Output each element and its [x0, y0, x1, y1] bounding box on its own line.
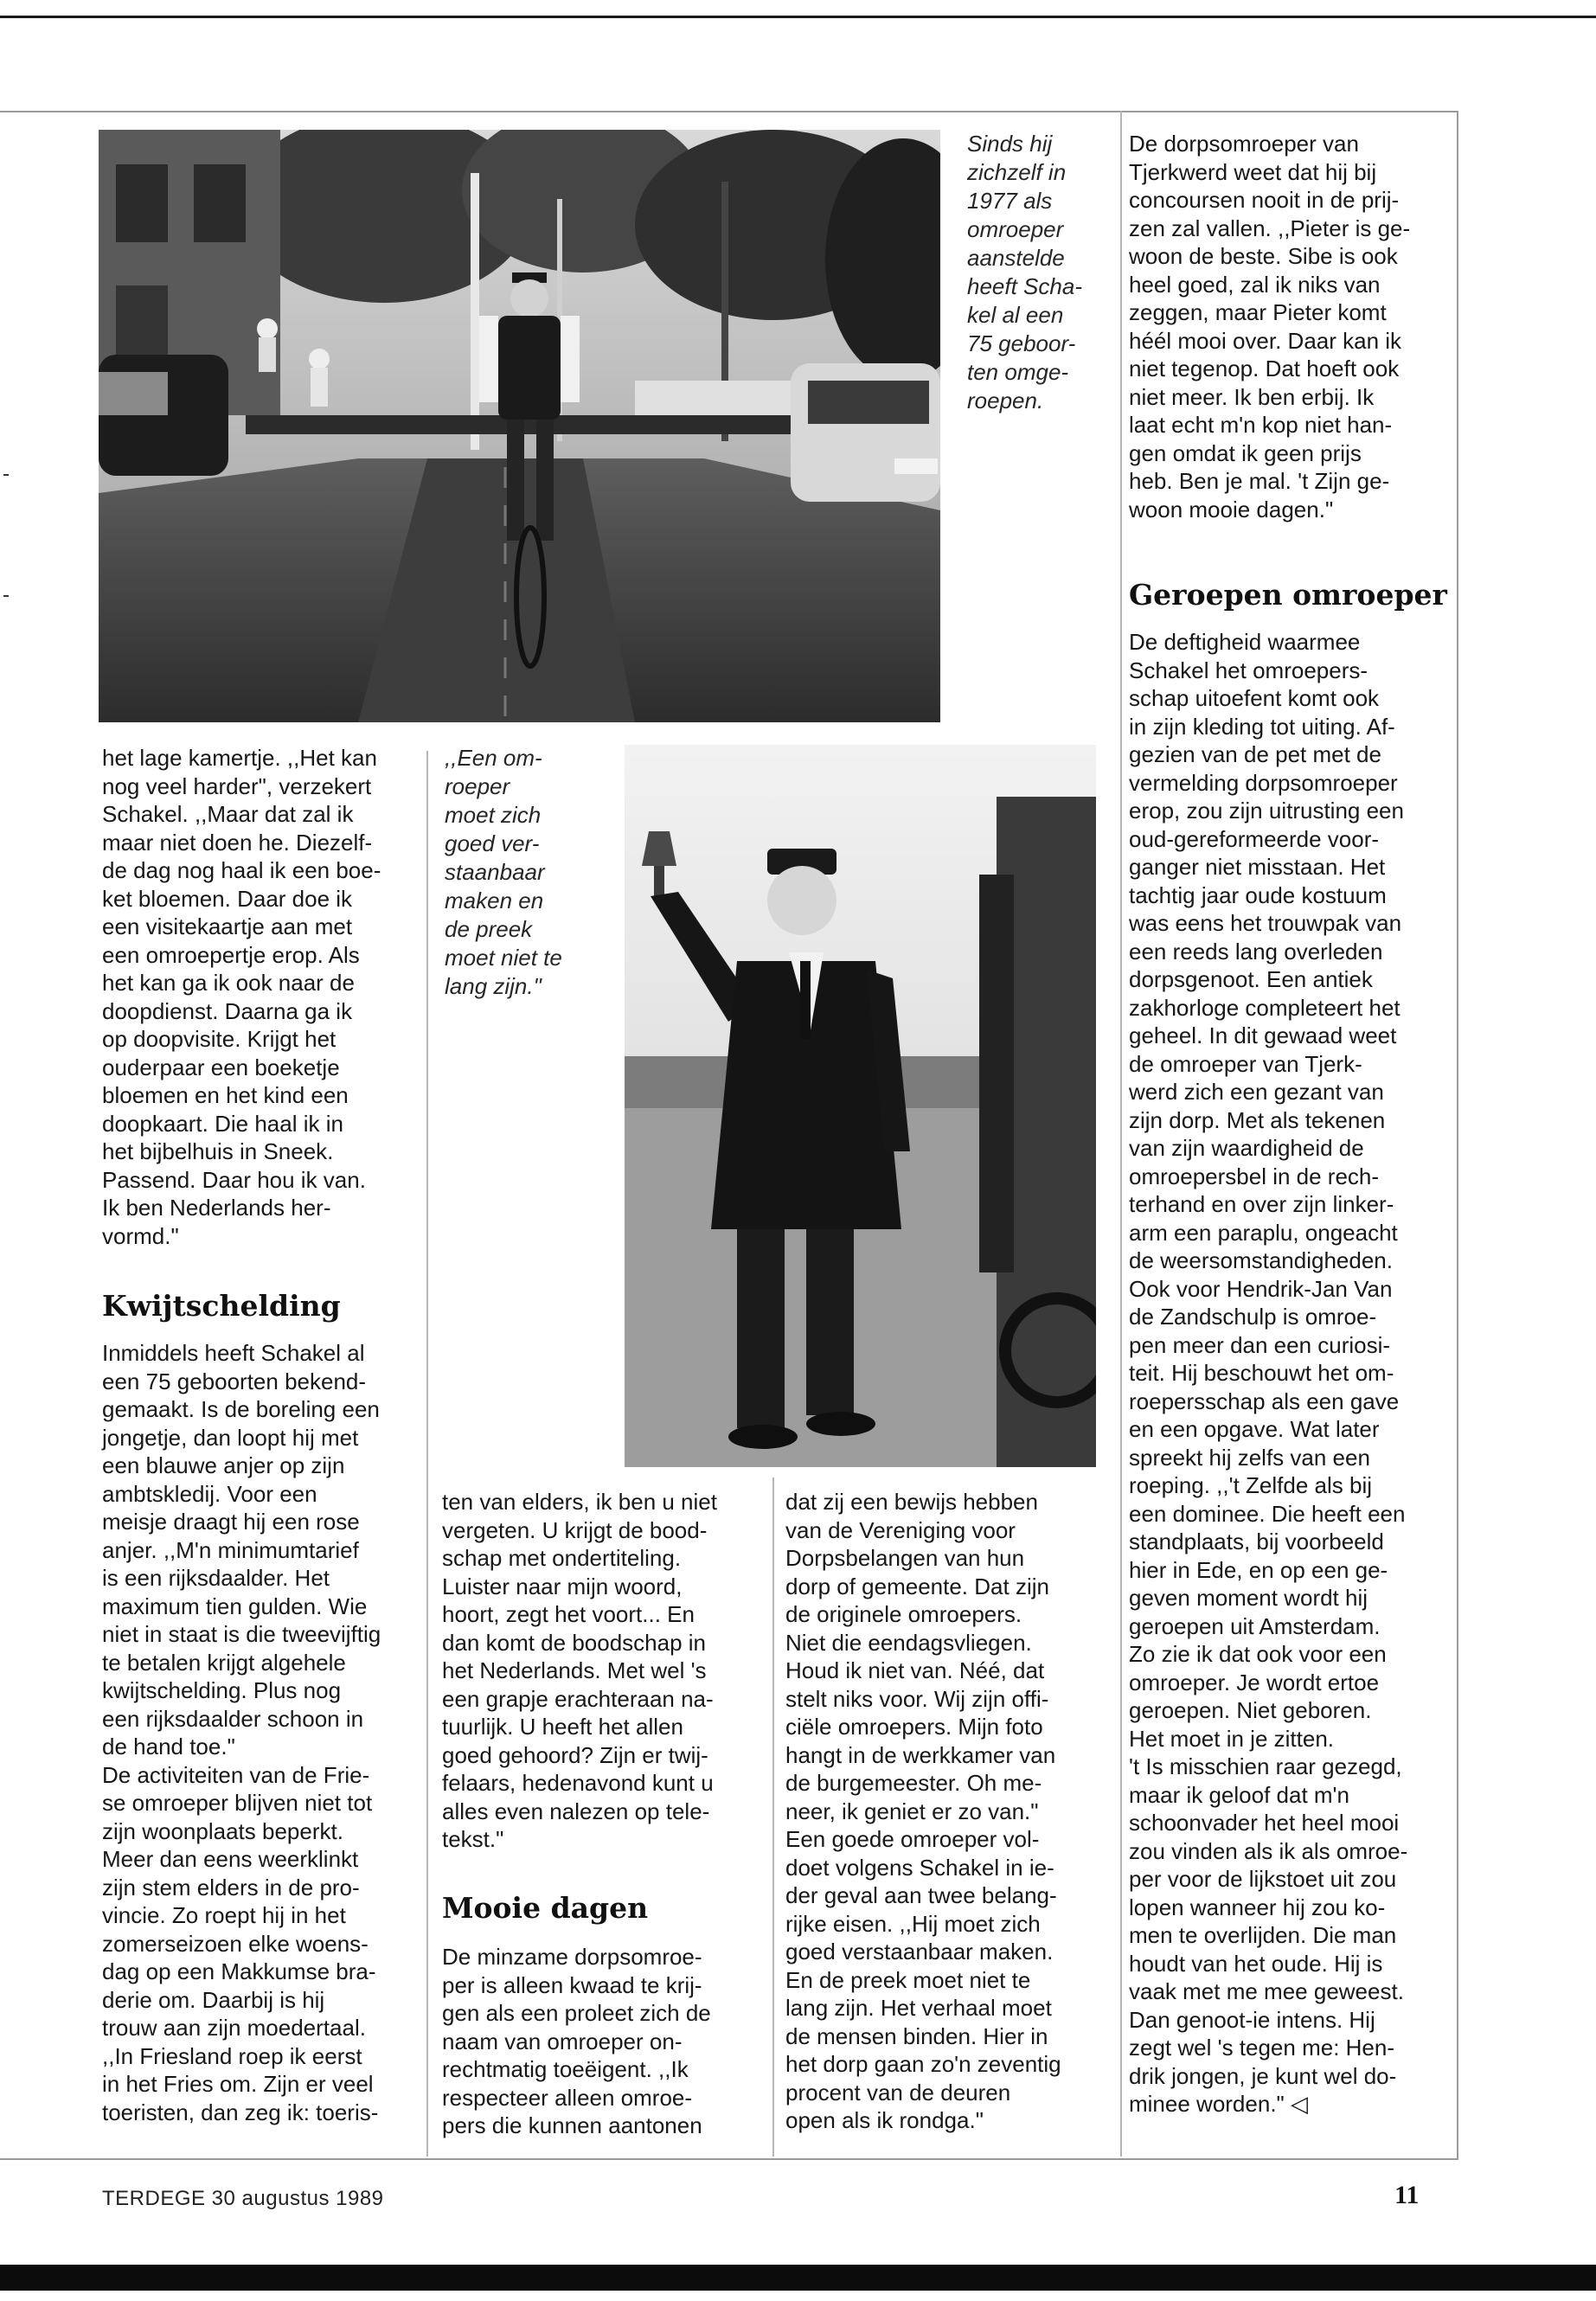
- heading-mooie-dagen: Mooie dagen: [442, 1891, 649, 1925]
- column3-body-text: dat zij een bewijs hebben van de Vereniging voor Dorpsbelangen van hun dorp of gemeente. Dat zijn de originele omroepers. Niet die eendagsvliegen. Houd ik niet van. Néé, dat stelt niks voor. Wij zijn offi- ciële omroepers. Mijn foto hangt in de werkkamer van de burgemeester. Oh me- neer, ik geniet er zo van." Een goede omroeper vol- doet volgens Schakel in ie- der geval aan twee belang- rijke eisen. ,,Hij moet zich goed verstaanbaar maken. En de preek moet niet te lang zijn. Het verhaal moet de mensen binden. Hier in het dorp gaan zo'n zeventig procent van de deuren open als ik rondga.": [785, 1489, 1061, 2133]
- heading-geroepen-omroeper: Geroepen omroeper: [1129, 578, 1447, 612]
- pull-quote: ,,Een om- roeper moet zich goed ver- staanbaar maken en de preek moet niet te lang zijn.": [445, 745, 562, 999]
- margin-tick: [3, 595, 9, 597]
- column-rule-right: [1120, 111, 1122, 2157]
- bottom-band: [0, 2265, 1596, 2291]
- page-number: 11: [1394, 2181, 1420, 2209]
- column4-intro-text: De dorpsomroeper van Tjerkwerd weet dat hij bij concoursen nooit in de prij- zen zal vallen. ,,Pieter is ge- woon de beste. Sibe is ook heel goed, zal ik niks van zeggen, maar Pieter komt héél mooi over. Daar kan ik niet tegenop. Dat hoeft ook niet meer. Ik ben erbij. Ik laat echt m'n kop niet han- gen omdat ik geen prijs heb. Ben je mal. 't Zijn ge- woon mooie dagen.": [1129, 131, 1411, 522]
- column-rule-2: [772, 1477, 774, 2157]
- top-border-line: [0, 16, 1596, 18]
- column2-body-text: ten van elders, ik ben u niet vergeten. U krijgt de bood- schap met ondertiteling. Luister naar mijn woord, hoort, zegt het voort... En dan komt de boodschap in het Nederlands. Met wel 's een grapje erachteraan na- tuurlijk. U heeft het allen goed gehoord? Zijn er twij- felaars, hedenavond kunt u alles even nalezen op tele- tekst.": [442, 1489, 717, 1852]
- column1-body-text: Inmiddels heeft Schakel al een 75 geboorten bekend- gemaakt. Is de boreling een jongetje, dan loopt hij met een blauwe anjer op zijn ambtskledij. Voor een meisje draagt hij een rose anjer. ,,M'n minimumtarief is een rijksdaalder. Het maximum tien gulden. Wie niet in staat is die tweevijftig te betalen krijgt algehele kwijtschelding. Plus nog een rijksdaalder schoon in de hand toe." De activiteiten van de Frie- se omroeper blijven niet tot zijn woonplaats beperkt. Meer dan eens weerklinkt zijn stem elders in de pro- vincie. Zo roept hij in het zomerseizoen elke woens- dag op een Makkumse bra- derie om. Daarbij is hij trouw aan zijn moedertaal. ,,In Friesland roep ik eerst in het Fries om. Zijn er veel toeristen, dan zeg ik: toeris-: [102, 1340, 381, 2125]
- column1-intro-text: het lage kamertje. ,,Het kan nog veel harder", verzekert Schakel. ,,Maar dat zal ik maar niet doen he. Diezelf- de dag nog haal ik een boe- ket bloemen. Daar doe ik een visitekaartje aan met een omroepertje erop. Als het kan ga ik ook naar de doopdienst. Daarna ga ik op doopvisite. Krijgt het ouderpaar een boeketje bloemen en het kind een doopkaart. Die haal ik in het bijbelhuis in Sneek. Passend. Daar hou ik van. Ik ben Nederlands her- vormd.": [102, 745, 381, 1249]
- heading-kwijtschelding: Kwijtschelding: [102, 1289, 341, 1323]
- middle-photo: [625, 745, 1096, 1467]
- column4-body-text: De deftigheid waarmee Schakel het omroepers- schap uitoefent komt ook in zijn kleding tot uiting. Af- gezien van de pet met de vermelding dorpsomroeper erop, zou zijn uitrusting een oud-gereformeerde voor- ganger niet misstaan. Het tachtig jaar oude kostuum was eens het trouwpak van een reeds lang overleden dorpsgenoot. Een antiek zakhorloge completeert het geheel. In dit gewaad weet de omroeper van Tjerk- werd zich een gezant van zijn dorp. Met als tekenen van zijn waardigheid de omroepersbel in de rech- terhand en over zijn linker- arm een paraplu, ongeacht de weersomstandigheden. Ook voor Hendrik-Jan Van de Zandschulp is omroe- pen meer dan een curiosi- teit. Hij beschouwt het om- roepersschap als een gave en een opgave. Wat later spreekt hij zelfs van een roeping. ,,'t Zelfde als bij een dominee. Die heeft een standplaats, bij voorbeeld hier in Ede, en op een ge- geven moment wordt hij geroepen uit Amsterdam. Zo zie ik dat ook voor een omroeper. Je wordt ertoe geroepen. Niet geboren. Het moet in je zitten. 't Is misschien raar gezegd, maar ik geloof dat m'n schoonvader het heel mooi zou vinden als ik als omroe- per voor de lijkstoet uit zou lopen wanneer hij zou ko- men te overlijden. Die man houdt van het oude. Hij is vaak met me mee geweest. Dan genoot-ie intens. Hij zegt wel 's tegen me: Hen- drik jongen, je kunt wel do- minee worden." ◁: [1129, 629, 1408, 2117]
- column2-body2-text: De minzame dorpsomroe- per is alleen kwaad te krij- gen als een proleet zich de naam van omroeper on- rechtmatig toeëigent. ,,Ik respecteer alleen omroe- pers die kunnen aantonen: [442, 1944, 711, 2138]
- footer-publication: TERDEGE 30 augustus 1989: [102, 2187, 384, 2210]
- top-photo: [99, 130, 940, 722]
- top-photo-caption: Sinds hij zichzelf in 1977 als omroeper aanstelde heeft Scha- kel al een 75 geboor- ten omge- roepen.: [967, 131, 1082, 413]
- column-rule-1: [426, 751, 428, 2157]
- margin-tick: [3, 474, 9, 476]
